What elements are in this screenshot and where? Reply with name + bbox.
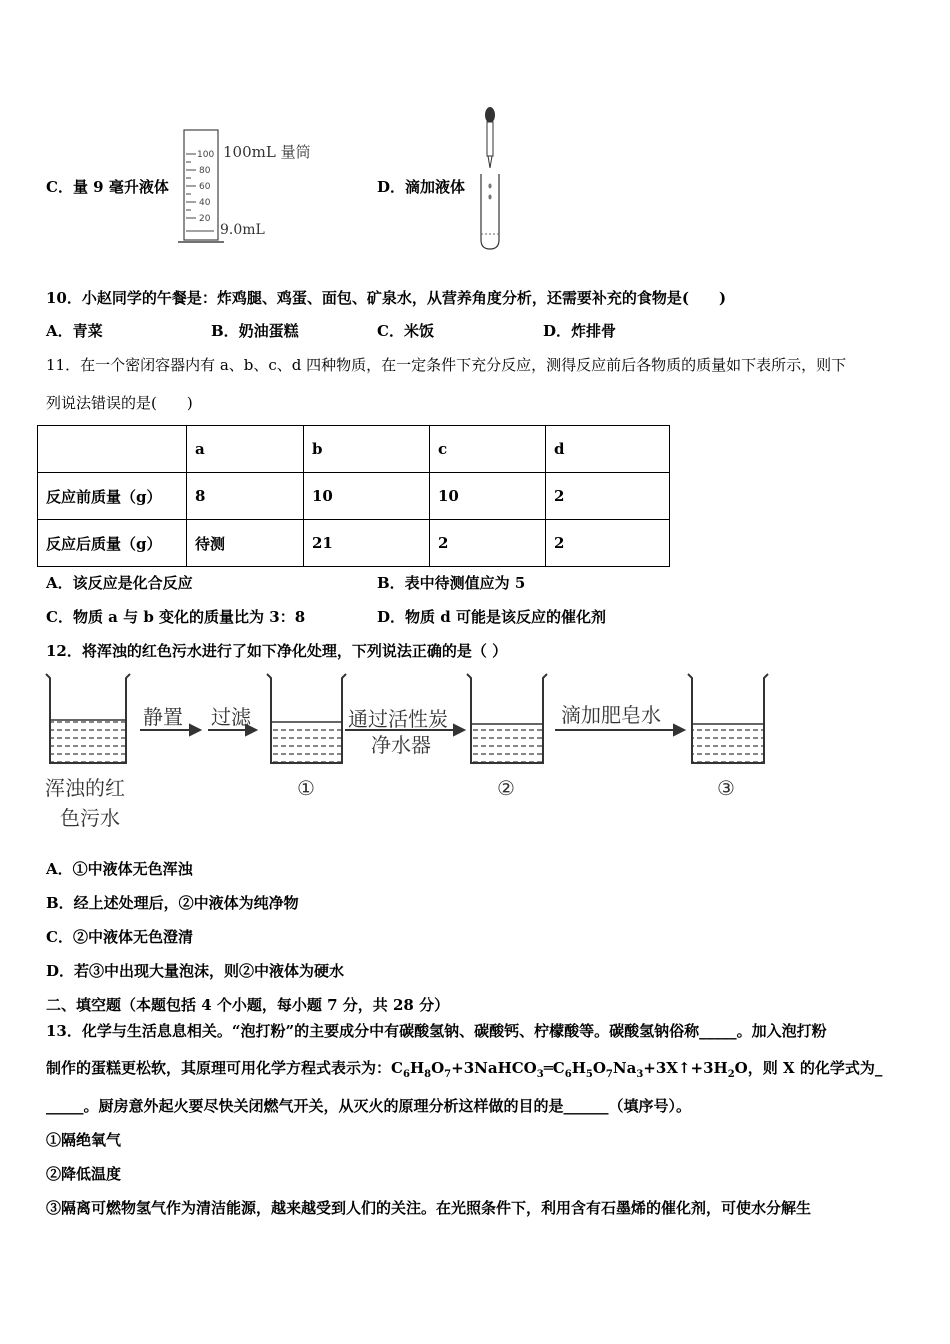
q10-option-c: C．米饭 xyxy=(377,322,434,340)
table-cell: c xyxy=(430,426,546,473)
beaker-label-3: ③ xyxy=(717,776,735,800)
tick-80: 80 xyxy=(199,166,211,176)
table-cell: 2 xyxy=(430,520,546,567)
table-cell: 10 xyxy=(430,473,546,520)
step-label-3-line2: 净水器 xyxy=(371,733,431,757)
graduated-cylinder-figure xyxy=(178,128,318,250)
beaker-1 xyxy=(267,674,346,763)
q13-line2-prefix: 制作的蛋糕更松软，其原理可用化学方程式表示为： xyxy=(46,1059,392,1077)
q12-option-c: C．②中液体无色澄清 xyxy=(46,928,193,946)
tick-40: 40 xyxy=(199,198,211,208)
beaker-label-1: ① xyxy=(297,776,315,800)
table-cell: 8 xyxy=(187,473,304,520)
section-heading: 二、填空题（本题包括 4 个小题，每小题 7 分，共 28 分） xyxy=(46,996,450,1014)
cylinder-label: 100mL 量筒 xyxy=(223,143,311,161)
table-cell: a xyxy=(187,426,304,473)
q13-line2-suffix: ，则 X 的化学式为_ xyxy=(747,1059,883,1077)
table-header-row xyxy=(38,426,670,473)
table-cell: 2 xyxy=(546,520,670,567)
step-label-2: 过滤 xyxy=(211,705,251,729)
q9-option-c: C．量 9 毫升液体 xyxy=(46,178,169,196)
dropper-bulb xyxy=(485,107,495,123)
beaker-3 xyxy=(688,674,768,763)
step-label-3-line1: 通过活性炭 xyxy=(348,707,448,731)
table-cell: 10 xyxy=(304,473,430,520)
q13-option-3: ③隔离可燃物氢气作为清洁能源，越来越受到人们的关注。在光照条件下，利用含有石墨烯的催化剂，可使水分解生 xyxy=(46,1199,812,1217)
q12-option-a: A．①中液体无色浑浊 xyxy=(46,860,193,878)
q13-line2 xyxy=(46,1057,882,1080)
q9-option-d: D．滴加液体 xyxy=(377,178,466,196)
q13-option-2: ②降低温度 xyxy=(46,1165,122,1183)
table-cell: 待测 xyxy=(187,520,304,567)
source-label-line1: 浑浊的红 xyxy=(45,776,125,800)
q11-option-c: C．物质 a 与 b 变化的质量比为 3：8 xyxy=(46,608,306,626)
q13-option-1: ①隔绝氧气 xyxy=(46,1131,122,1149)
dropper-tube-figure xyxy=(474,106,510,252)
q10-option-b: B．奶油蛋糕 xyxy=(211,322,299,340)
table-row xyxy=(38,520,670,567)
beaker-label-2: ② xyxy=(497,776,515,800)
step-label-1: 静置 xyxy=(143,705,183,729)
q13-line1: 13．化学与生活息息相关。“泡打粉”的主要成分中有碳酸氢钠、碳酸钙、柠檬酸等。碳酸氢钠俗称_____。加入泡打粉 xyxy=(46,1022,827,1040)
q10-stem: 10．小赵同学的午餐是：炸鸡腿、鸡蛋、面包、矿泉水，从营养角度分析，还需要补充的食物是( ) xyxy=(46,289,727,307)
table-cell: 反应后质量（g） xyxy=(38,520,187,567)
purification-diagram xyxy=(40,670,770,838)
q11-option-a: A．该反应是化合反应 xyxy=(46,574,193,592)
table-cell: 反应前质量（g） xyxy=(38,473,187,520)
q11-option-d: D．物质 d 可能是该反应的催化剂 xyxy=(377,608,606,626)
q10-option-d: D．炸排骨 xyxy=(543,322,617,340)
q11-option-b: B．表中待测值应为 5 xyxy=(377,574,526,592)
table-cell: b xyxy=(304,426,430,473)
source-label-line2: 色污水 xyxy=(60,806,120,830)
chemical-equation: $C_6H_8O_7+3NaHCO_3═C_6H_5O_7Na_3+3X↑+3H_2O$ xyxy=(391,1059,748,1080)
table-cell: 2 xyxy=(546,473,670,520)
table-cell: 21 xyxy=(304,520,430,567)
q11-stem-line2: 列说法错误的是( ) xyxy=(46,394,193,412)
tick-100: 100 xyxy=(197,150,215,160)
tick-20: 20 xyxy=(199,214,211,224)
tick-60: 60 xyxy=(199,182,211,192)
step-label-4: 滴加肥皂水 xyxy=(561,703,661,727)
q13-line3: _____。厨房意外起火要尽快关闭燃气开关，从灭火的原理分析这样做的目的是______（填序号）。 xyxy=(46,1097,692,1115)
mass-table xyxy=(37,425,670,567)
table-row xyxy=(38,473,670,520)
q11-stem-line1: 11．在一个密闭容器内有 a、b、c、d 四种物质，在一定条件下充分反应，测得反应前后各物质的质量如下表所示，则下 xyxy=(46,356,847,374)
q12-option-d: D．若③中出现大量泡沫，则②中液体为硬水 xyxy=(46,962,345,980)
beaker-2 xyxy=(467,674,547,763)
beaker-source xyxy=(46,674,130,763)
table-cell: d xyxy=(546,426,670,473)
cylinder-reading: 9.0mL xyxy=(220,222,265,238)
q10-option-a: A．青菜 xyxy=(46,322,103,340)
q12-stem: 12．将浑浊的红色污水进行了如下净化处理，下列说法正确的是（ ） xyxy=(46,642,508,660)
table-cell xyxy=(38,426,187,473)
q12-option-b: B．经上述处理后，②中液体为纯净物 xyxy=(46,894,299,912)
